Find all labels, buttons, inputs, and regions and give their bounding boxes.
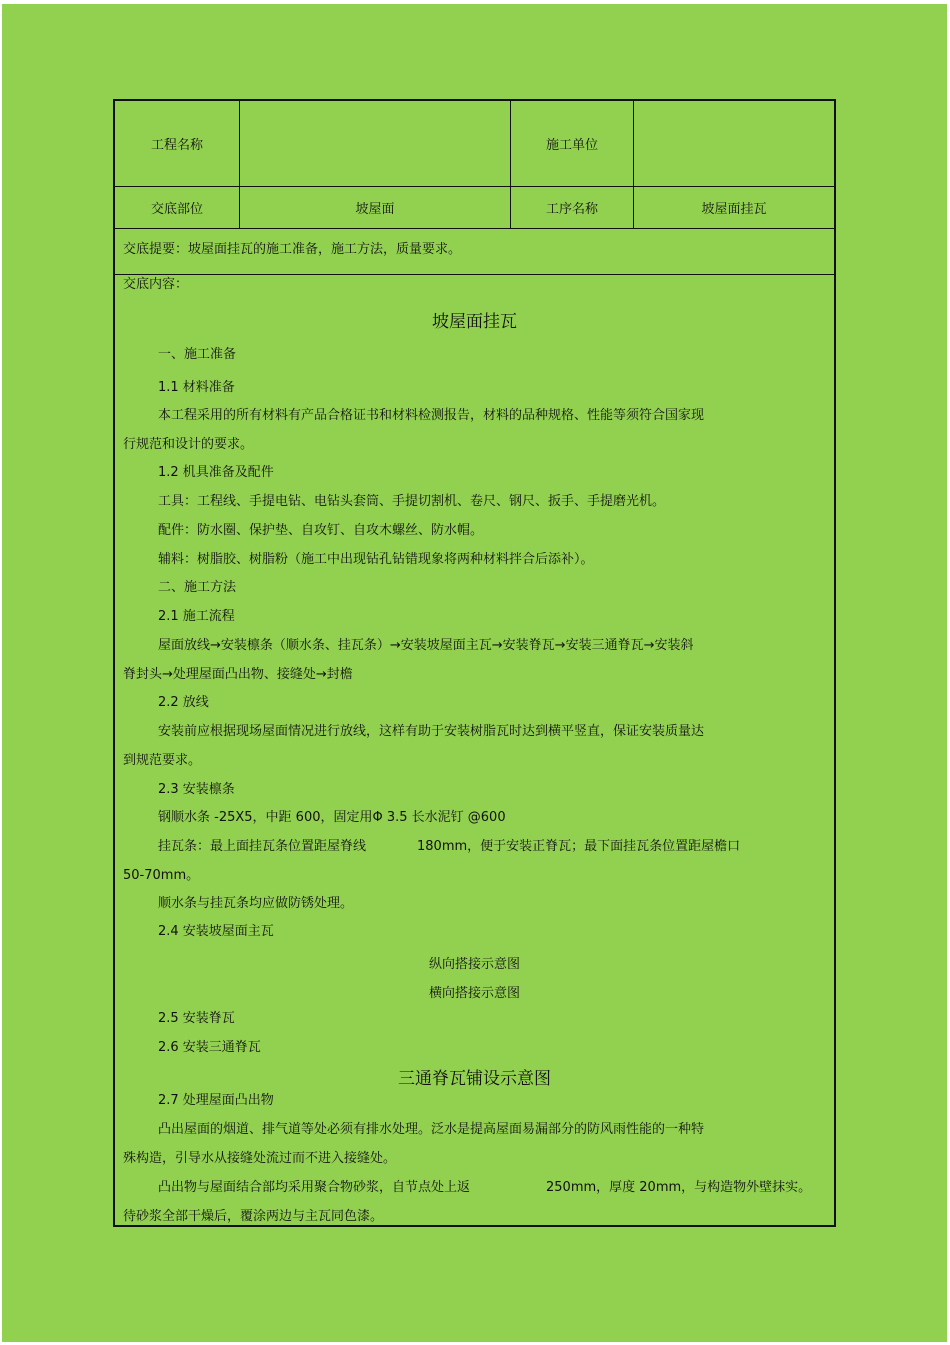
construction-unit-label: 施工单位 bbox=[545, 138, 598, 153]
subsection-heading: 2.5 安装脊瓦 bbox=[158, 1011, 235, 1026]
disclosure-table bbox=[113, 99, 836, 1227]
paragraph-line: 挂瓦条：最上面挂瓦条位置距屋脊线 bbox=[158, 839, 367, 854]
subsection-heading: 2.1 施工流程 bbox=[158, 609, 235, 624]
paragraph-line: 到规范要求。 bbox=[123, 753, 202, 768]
construction-unit-value bbox=[634, 101, 834, 186]
subsection-heading: 1.2 机具准备及配件 bbox=[158, 465, 274, 480]
paragraph-line: 殊构造，引导水从接缝处流过而不进入接缝处。 bbox=[123, 1151, 397, 1166]
project-name-value bbox=[240, 101, 510, 186]
figure-title: 三通脊瓦铺设示意图 bbox=[398, 1069, 551, 1089]
paragraph-line: 配件：防水圈、保护垫、自攻钉、自攻木螺丝、防水帽。 bbox=[158, 523, 484, 538]
paragraph-line: 安装前应根据现场屋面情况进行放线，这样有助于安装树脂瓦时达到横平竖直，保证安装质量达 bbox=[158, 724, 705, 739]
document-title: 坡屋面挂瓦 bbox=[432, 312, 517, 332]
content-label: 交底内容： bbox=[123, 277, 189, 292]
paragraph-line: 工具：工程线、手提电钻、电钻头套筒、手提切割机、卷尺、钢尺、扳手、手提磨光机。 bbox=[158, 494, 666, 509]
paragraph-line: 本工程采用的所有材料有产品合格证书和材料检测报告，材料的品种规格、性能等须符合国家现 bbox=[158, 408, 705, 423]
paragraph-line: 凸出屋面的烟道、排气道等处必须有排水处理。泛水是提高屋面易漏部分的防风雨性能的一种特 bbox=[158, 1122, 705, 1137]
subsection-heading: 2.2 放线 bbox=[158, 695, 209, 710]
process-name-value: 坡屋面挂瓦 bbox=[701, 202, 767, 217]
disclosure-summary: 交底提要：坡屋面挂瓦的施工准备，施工方法，质量要求。 bbox=[123, 242, 462, 257]
paragraph-line: 钢顺水条 -25X5，中距 600，固定用Φ 3.5 长水泥钉 @600 bbox=[158, 810, 506, 825]
paragraph-line: 顺水条与挂瓦条均应做防锈处理。 bbox=[158, 896, 354, 911]
paragraph-line: 250mm，厚度 20mm，与构造物外壁抹实。 bbox=[546, 1180, 812, 1195]
paragraph-line: 180mm，便于安装正脊瓦；最下面挂瓦条位置距屋檐口 bbox=[417, 839, 741, 854]
subsection-heading: 2.3 安装檩条 bbox=[158, 782, 235, 797]
section-heading: 一、施工准备 bbox=[158, 347, 237, 362]
row-divider bbox=[115, 274, 834, 275]
paragraph-line: 凸出物与屋面结合部均采用聚合物砂浆，自节点处上返 bbox=[158, 1180, 471, 1195]
paragraph-line: 脊封头→处理屋面凸出物、接缝处→封檐 bbox=[123, 667, 353, 682]
disclosure-part-label: 交底部位 bbox=[150, 202, 203, 217]
subsection-heading: 2.7 处理屋面凸出物 bbox=[158, 1093, 274, 1108]
subsection-heading: 2.4 安装坡屋面主瓦 bbox=[158, 924, 274, 939]
subsection-heading: 2.6 安装三通脊瓦 bbox=[158, 1040, 261, 1055]
figure-caption: 纵向搭接示意图 bbox=[428, 957, 520, 972]
paragraph-line: 行规范和设计的要求。 bbox=[123, 437, 254, 452]
paragraph-line: 辅料：树脂胶、树脂粉（施工中出现钻孔钻错现象将两种材料拌合后添补）。 bbox=[158, 552, 594, 567]
subsection-heading: 1.1 材料准备 bbox=[158, 380, 235, 395]
project-name-label: 工程名称 bbox=[150, 138, 203, 153]
paragraph-line: 待砂浆全部干燥后，覆涂两边与主瓦同色漆。 bbox=[123, 1209, 384, 1224]
row-divider bbox=[115, 228, 834, 229]
section-heading: 二、施工方法 bbox=[158, 580, 237, 595]
process-name-label: 工序名称 bbox=[545, 202, 598, 217]
figure-caption: 横向搭接示意图 bbox=[428, 986, 520, 1001]
disclosure-part-value: 坡屋面 bbox=[355, 202, 395, 217]
paragraph-line: 屋面放线→安装檩条（顺水条、挂瓦条）→安装坡屋面主瓦→安装脊瓦→安装三通脊瓦→安装斜 bbox=[158, 638, 694, 653]
paragraph-line: 50-70mm。 bbox=[123, 868, 200, 883]
